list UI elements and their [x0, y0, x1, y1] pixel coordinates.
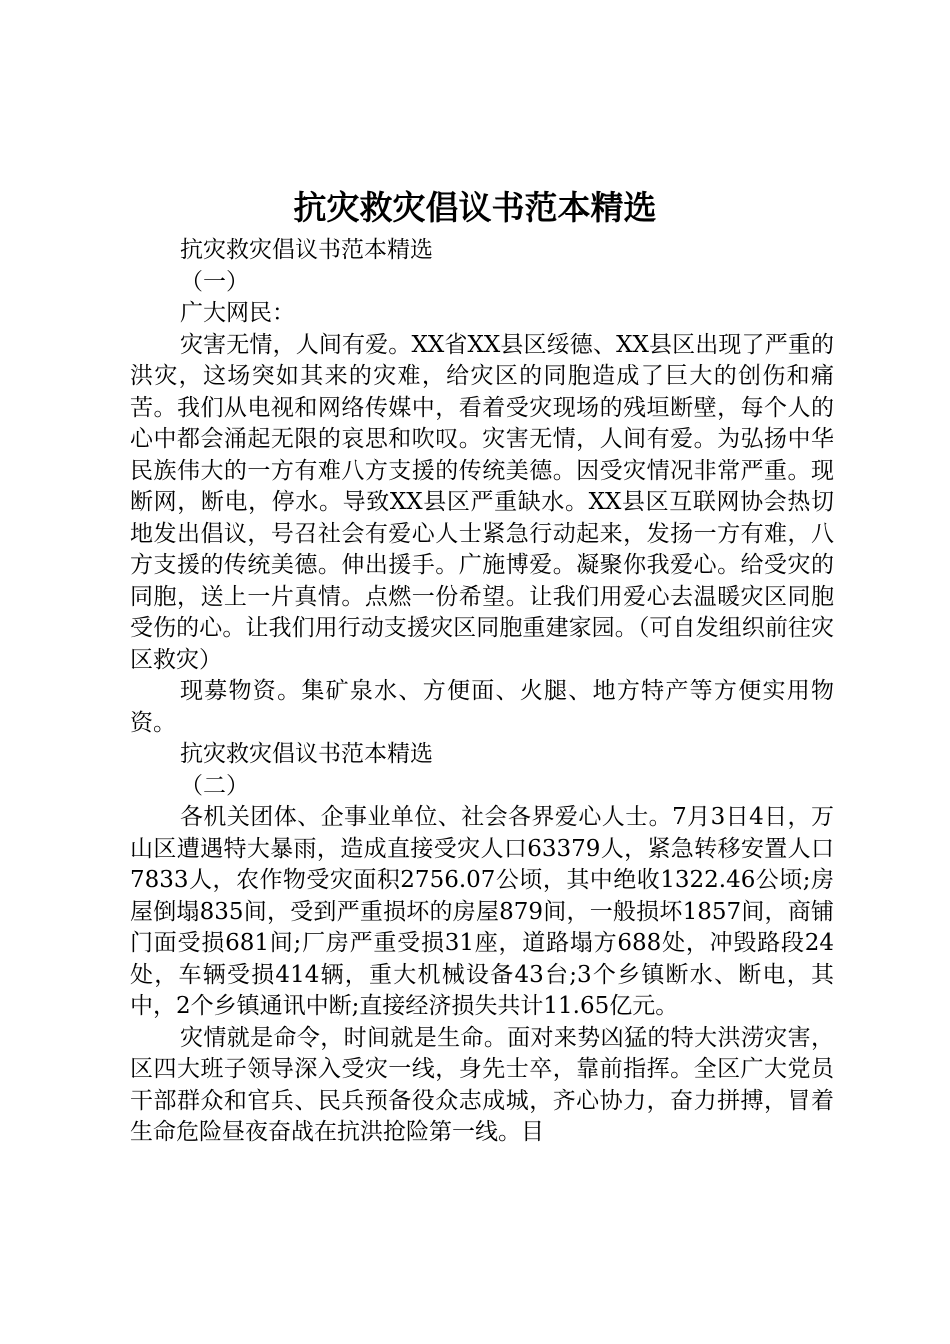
section-number: （一） — [180, 268, 249, 295]
body-paragraph: 现募物资。集矿泉水、方便面、火腿、地方特产等方便实用物资。 — [130, 678, 834, 736]
section-heading: 抗灾救灾倡议书范本精选 — [180, 237, 433, 263]
section-number: （二） — [180, 772, 249, 799]
body-paragraph: 灾情就是命令，时间就是生命。面对来势凶猛的特大洪涝灾害，区四大班子领导深入受灾一线，身先士卒，靠前指挥。全区广大党员干部群众和官兵、民兵预备役众志成城，齐心协力，奋力拼搏，冒着生命危险昼夜奋战在抗洪抢险第一线。目 — [130, 1024, 834, 1145]
document-body — [130, 235, 834, 1149]
body-paragraph: 灾害无情，人间有爱。XX省XX县区绥德、XX县区出现了严重的洪灾，这场突如其来的灾难，给灾区的同胞造成了巨大的创伤和痛苦。我们从电视和网络传媒中，看着受灾现场的残垣断壁，每个人的心中都会涌起无限的哀思和吹叹。灾害无情，人间有爱。为弘扬中华民族伟大的一方有难八方支援的传统美德。因受灾情况非常严重。现断网，断电，停水。导致XX县区严重缺水。XX县区互联网协会热切地发出倡议，号召社会有爱心人士紧急行动起来，发扬一方有难，八方支援的传统美德。伸出援手。广施博爱。凝聚你我爱心。给受灾的同胞，送上一片真情。点燃一份希望。让我们用爱心去温暖灾区同胞受伤的心。让我们用行动支援灾区同胞重建家园。（可自发组织前往灾区救灾） — [130, 331, 834, 673]
salutation: 广大网民： — [180, 300, 295, 326]
document-title: 抗灾救灾倡议书范本精选 — [293, 188, 657, 227]
section-heading: 抗灾救灾倡议书范本精选 — [180, 741, 433, 767]
body-paragraph: 各机关团体、企事业单位、社会各界爱心人士。7月3日4日，万山区遭遇特大暴雨，造成直接受灾人口63379人，紧急转移安置人口7833人，农作物受灾面积2756.07公顷，其中绝收1322.46公顷;房屋倒塌835间，受到严重损坏的房屋879间，一般损坏1857间，商铺门面受损681间;厂房严重受损31座，道路塌方688处，冲毁路段24处，车辆受损414辆，重大机械设备43台;3个乡镇断水、断电，其中，2个乡镇通讯中断;直接经济损失共计11.65亿元。 — [130, 804, 834, 1019]
